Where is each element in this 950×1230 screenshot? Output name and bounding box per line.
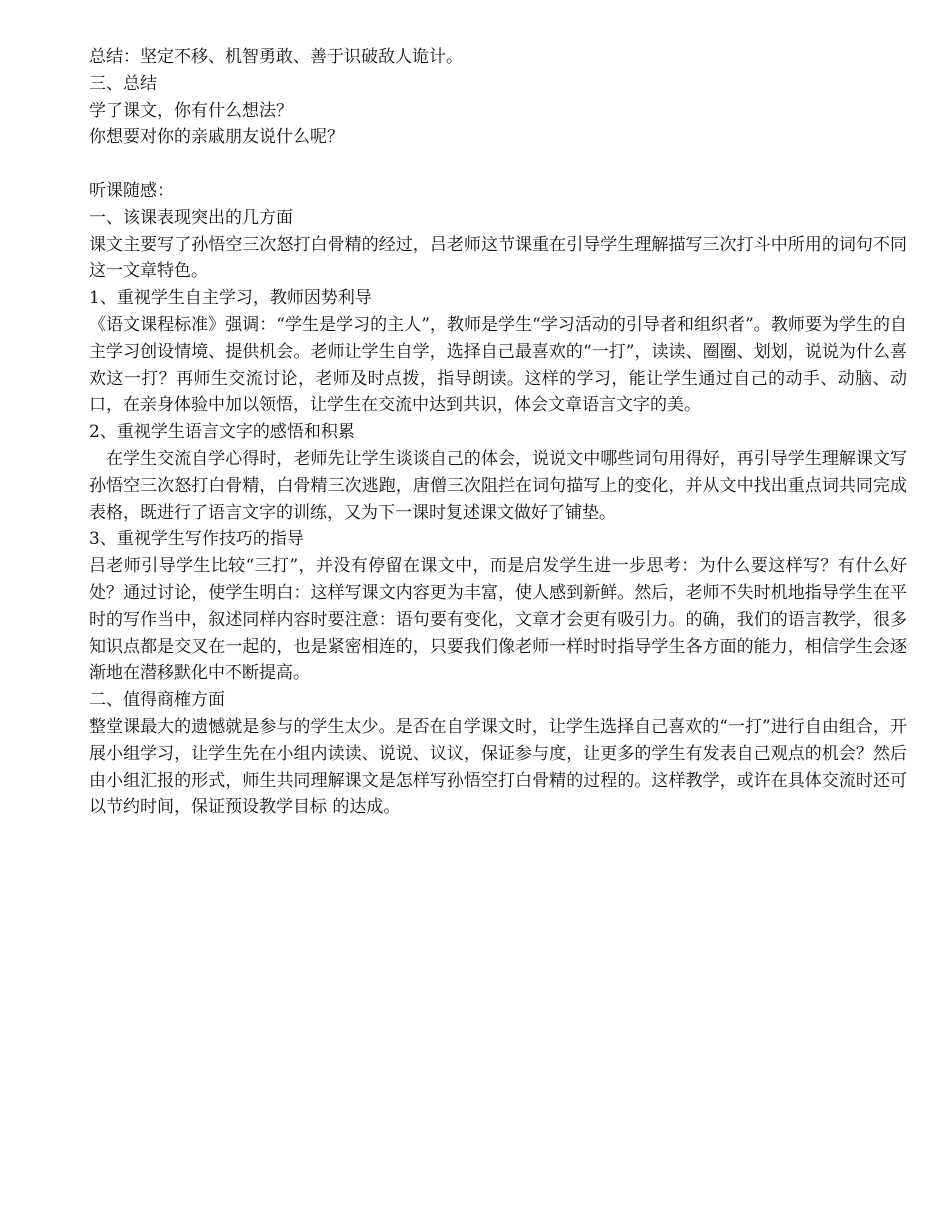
part2-paragraph: 整堂课最大的遗憾就是参与的学生太少。是否在自学课文时，让学生选择自己喜欢的“一打”进行自由组合，开展小组学习，让学生先在小组内读读、说说、议议，保证参与度，让更多的学生有发表自己观点的机会？然后由小组汇报的形式，师生共同理解课文是怎样写孙悟空打白骨精的过程的。这样教学，或许在具体交流时还可以节约时间，保证预设教学目标 的达成。: [89, 716, 907, 818]
part1-heading: 一、该课表现突出的几方面: [89, 207, 293, 228]
section-heading-summary: 三、总结: [89, 73, 157, 94]
part1-intro-paragraph: 课文主要写了孙悟空三次怒打白骨精的经过，吕老师这节课重在引导学生理解描写三次打斗中所用的词句不同这一文章特色。: [89, 234, 907, 282]
discussion-question-2: 你想要对你的亲戚朋友说什么呢？: [89, 127, 344, 148]
point1-heading: 1、重视学生自主学习，教师因势利导: [89, 288, 372, 309]
point2-heading: 2、重视学生语言文字的感悟和积累: [89, 422, 355, 443]
point2-paragraph: 在学生交流自学心得时，老师先让学生谈谈自己的体会，说说文中哪些词句用得好，再引导学生理解课文写孙悟空三次怒打白骨精，白骨精三次逃跑，唐僧三次阻拦在词句描写上的变化，并从文中找出重点词共同完成表格，既进行了语言文字的训练，又为下一课时复述课文做好了铺垫。: [89, 448, 907, 523]
discussion-question-1: 学了课文，你有什么想法？: [89, 100, 293, 121]
part2-heading: 二、值得商榷方面: [89, 690, 225, 711]
summary-line: 总结：坚定不移、机智勇敢、善于识破敌人诡计。: [89, 47, 463, 67]
point3-heading: 3、重视学生写作技巧的指导: [89, 529, 304, 550]
document-page: [89, 44, 907, 821]
point1-paragraph: 《语文课程标准》强调：“学生是学习的主人”，教师是学生“学习活动的引导者和组织者”。教师要为学生的自主学习创设情境、提供机会。老师让学生自学，选择自己最喜欢的“一打”，读读、圈圈、划划，说说为什么喜欢这一打？再师生交流讨论，老师及时点拨，指导朗读。这样的学习，能让学生通过自己的动手、动脑、动口，在亲身体验中加以领悟，让学生在交流中达到共识，体会文章语言文字的美。: [89, 314, 907, 416]
impressions-title: 听课随感：: [89, 180, 174, 201]
blank-line: [89, 151, 907, 178]
point3-paragraph: 吕老师引导学生比较“三打”，并没有停留在课文中，而是启发学生进一步思考：为什么要这样写？有什么好处？通过讨论，使学生明白：这样写课文内容更为丰富，使人感到新鲜。然后，老师不失时机地指导学生在平时的写作当中，叙述同样内容时要注意：语句要有变化，文章才会更有吸引力。的确，我们的语言教学，很多知识点都是交叉在一起的，也是紧密相连的，只要我们像老师一样时时指导学生各方面的能力，相信学生会逐渐地在潜移默化中不断提高。: [89, 556, 907, 684]
